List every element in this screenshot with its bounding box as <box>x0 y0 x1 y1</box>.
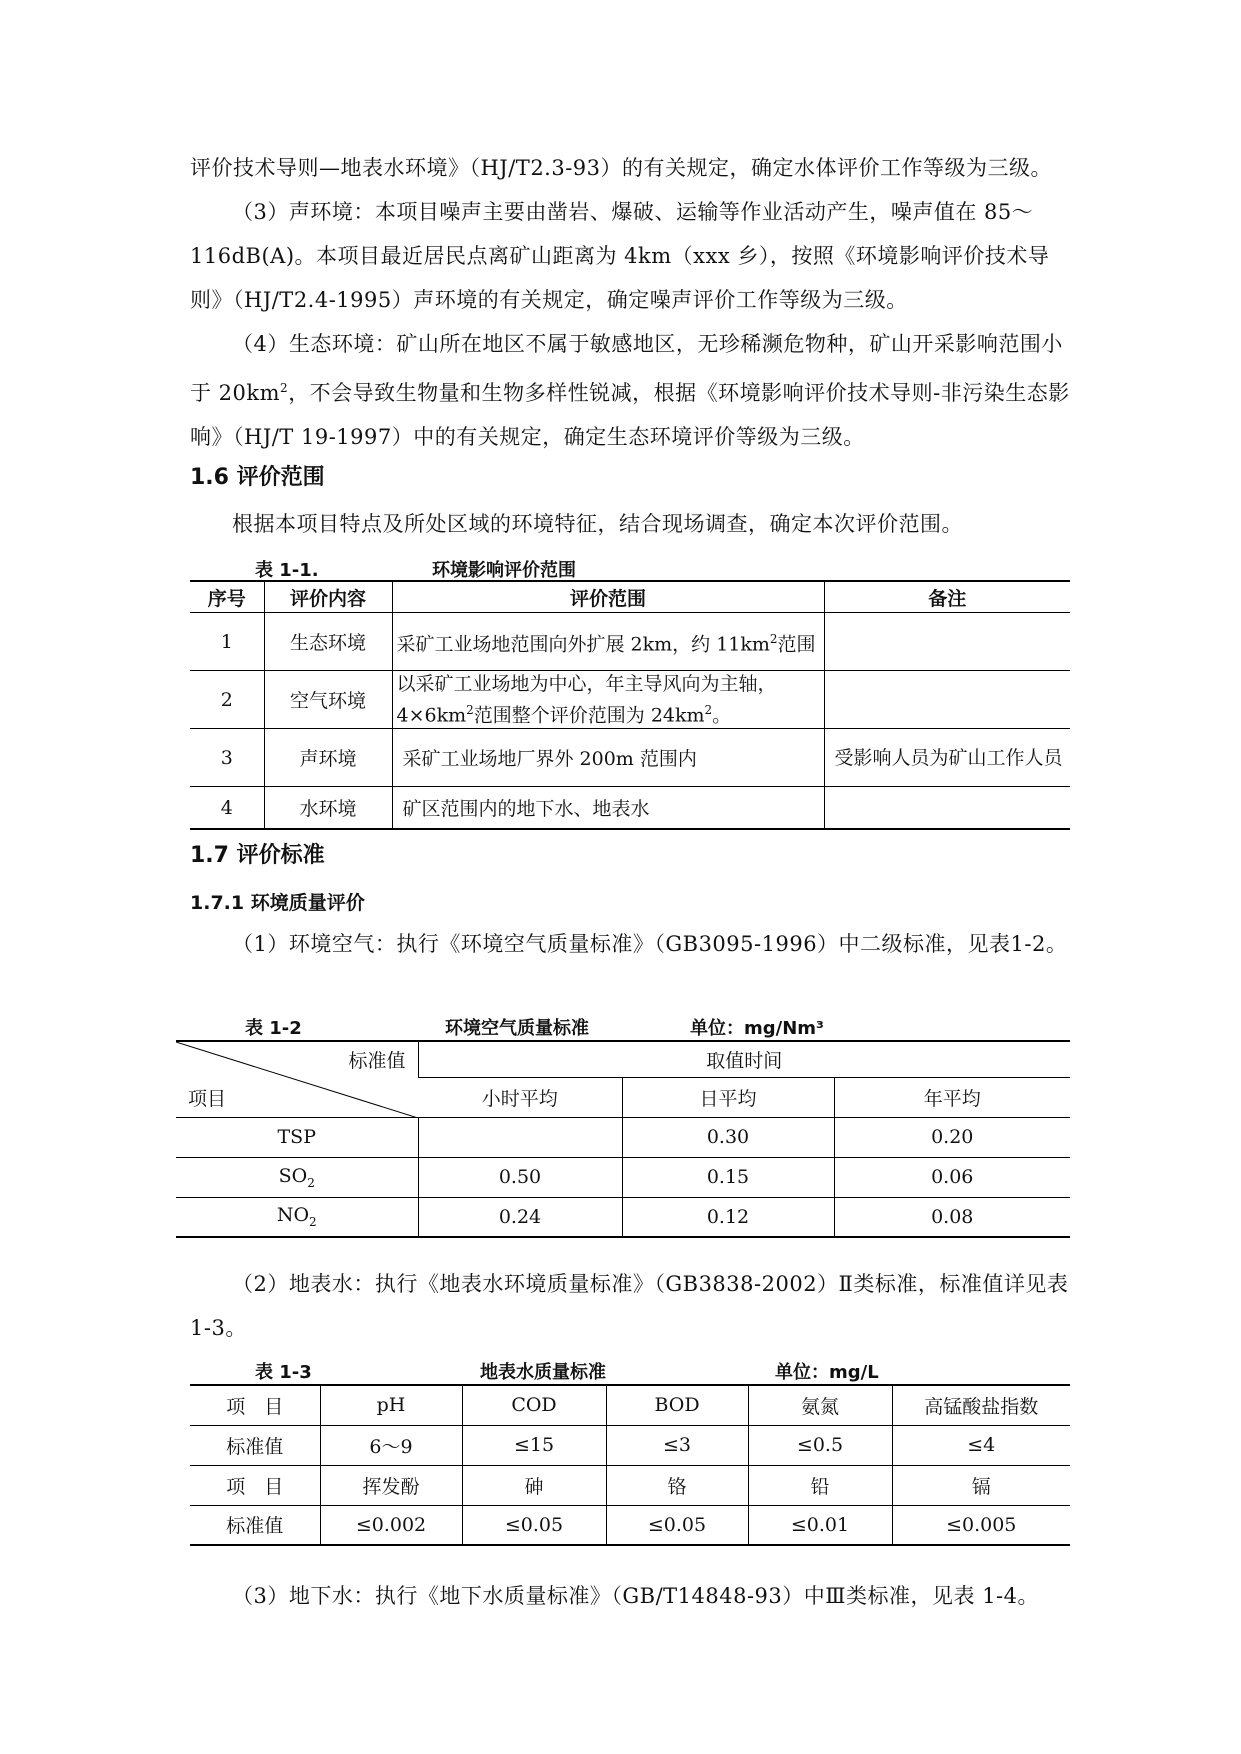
table3-caption-unit: 单位：mg/L <box>775 1362 879 1383</box>
table3-cell: 6～9 <box>320 1425 462 1465</box>
table3-cell: 项 目 <box>190 1385 320 1425</box>
table1-cell-note <box>824 671 1070 729</box>
table1-cell-content: 空气环境 <box>264 671 392 729</box>
table-row <box>176 1157 1070 1197</box>
table2-col-header: 年平均 <box>834 1077 1070 1117</box>
table3-caption-number: 表 1-3 <box>255 1362 312 1383</box>
table-row <box>190 1425 1070 1465</box>
table3-caption-title: 地表水质量标准 <box>480 1362 606 1383</box>
table2-diag-bottom: 项目 <box>188 1087 227 1110</box>
table2-item-text: SO <box>278 1164 308 1187</box>
table3-cell: COD <box>462 1385 606 1425</box>
table2-item <box>176 1197 418 1237</box>
table1-header-no: 序号 <box>190 581 264 613</box>
table1-caption-title: 环境影响评价范围 <box>432 560 576 581</box>
table3-cell: ≤0.01 <box>748 1505 892 1545</box>
table2-diag-top: 标准值 <box>348 1050 406 1072</box>
table3-cell: ≤4 <box>892 1425 1070 1465</box>
table1-range-text: 采矿工业场地范围向外扩展 2km，约 11km <box>396 633 770 656</box>
heading-1-6: 1.6 评价范围 <box>190 465 325 490</box>
table-row <box>190 1465 1070 1505</box>
paragraph-water-level: 评价技术导则—地表水环境》（HJ/T2.3-93）的有关规定，确定水体评价工作等级为三级。 <box>190 156 1053 180</box>
table3-cell: 氨氮 <box>748 1385 892 1425</box>
table3-cell: 铅 <box>748 1465 892 1505</box>
table3-cell: pH <box>320 1385 462 1425</box>
table1-header-content: 评价内容 <box>264 581 392 613</box>
table1-cell-range <box>392 671 824 729</box>
table3-cell: 挥发酚 <box>320 1465 462 1505</box>
table1-cell-note <box>824 787 1070 829</box>
table2-value: 0.12 <box>622 1197 834 1237</box>
table3-cell: ≤0.05 <box>462 1505 606 1545</box>
paragraph-ecology-b: ，不会导致生物量和生物多样性锐减，根据《环境影响评价技术导则-非污染生态影响》（HJ/T 19-1997）中的有关规定，确定生态环境评价等级为三级。 <box>190 381 1070 449</box>
table1-cell-range: 采矿工业场地厂界外 200m 范围内 <box>392 729 824 787</box>
paragraph-scope: 根据本项目特点及所处区域的环境特征，结合现场调查，确定本次评价范围。 <box>232 512 963 536</box>
table2-value: 0.20 <box>834 1117 1070 1157</box>
table3-cell: BOD <box>606 1385 748 1425</box>
table3-cell: 标准值 <box>190 1425 320 1465</box>
table-air-quality <box>176 1040 1070 1238</box>
paragraph-surface-water: （2）地表水：执行《地表水环境质量标准》（GB3838-2002）Ⅱ类标准，标准值详见表 1-3。 <box>190 1272 1069 1340</box>
table2-caption-unit: 单位：mg/Nm³ <box>690 1018 824 1039</box>
table1-range-text: 范围 <box>777 633 816 656</box>
table3-cell: 砷 <box>462 1465 606 1505</box>
table2-item <box>176 1117 418 1157</box>
heading-1-7-1: 1.7.1 环境质量评价 <box>190 892 365 914</box>
table2-col-header: 日平均 <box>622 1077 834 1117</box>
table-row <box>190 1385 1070 1425</box>
table-row <box>190 1505 1070 1545</box>
table1-cell-range: 矿区范围内的地下水、地表水 <box>392 787 824 829</box>
table3-cell: ≤0.05 <box>606 1505 748 1545</box>
paragraph-ecology <box>190 322 1070 459</box>
table2-value: 0.30 <box>622 1117 834 1157</box>
table2-item <box>176 1157 418 1197</box>
table1-cell-range <box>392 613 824 671</box>
table3-cell: ≤0.005 <box>892 1505 1070 1545</box>
table2-value: 0.24 <box>418 1197 622 1237</box>
table1-range-text: 。 <box>712 704 732 727</box>
table1-header-note: 备注 <box>824 581 1070 613</box>
table2-caption-number: 表 1-2 <box>245 1018 302 1039</box>
table2-col-header: 小时平均 <box>418 1077 622 1117</box>
table2-item-sub: 2 <box>307 1175 315 1190</box>
table1-cell-content: 生态环境 <box>264 613 392 671</box>
table2-value: 0.08 <box>834 1197 1070 1237</box>
table-row <box>176 1041 1070 1077</box>
table1-cell-no: 4 <box>190 787 264 829</box>
table1-range-sup: 2 <box>466 703 474 717</box>
table3-cell: 标准值 <box>190 1505 320 1545</box>
table2-item-text: TSP <box>277 1126 316 1148</box>
table1-cell-no: 3 <box>190 729 264 787</box>
table3-cell: ≤15 <box>462 1425 606 1465</box>
table1-range-sup: 2 <box>769 631 778 646</box>
table-row <box>190 613 1070 671</box>
table1-cell-content: 水环境 <box>264 787 392 829</box>
table1-range-text: 范围整个评价范围为 24km <box>473 704 705 727</box>
table1-cell-note <box>824 613 1070 671</box>
table2-diagonal-header <box>176 1041 418 1117</box>
paragraph-groundwater: （3）地下水：执行《地下水质量标准》（GB/T14848-93）中Ⅲ类标准，见表 1-4。 <box>232 1584 1040 1608</box>
table1-caption-number: 表 1-1. <box>255 560 319 581</box>
table-row <box>190 671 1070 729</box>
table1-cell-content: 声环境 <box>264 729 392 787</box>
paragraph-ecology-a: （4）生态环境：矿山所在地区不属于敏感地区，无珍稀濒危物种，矿山开采影响范围小于 20km <box>190 332 1063 405</box>
table1-cell-no: 2 <box>190 671 264 729</box>
table2-group-header: 取值时间 <box>418 1041 1070 1077</box>
table-surface-water <box>190 1384 1070 1546</box>
table2-caption-title: 环境空气质量标准 <box>445 1018 589 1039</box>
paragraph-ecology-sup: 2 <box>280 381 289 395</box>
table3-cell: ≤0.5 <box>748 1425 892 1465</box>
table3-cell: 项 目 <box>190 1465 320 1505</box>
table2-item-sub: 2 <box>309 1215 317 1230</box>
table1-header-range: 评价范围 <box>392 581 824 613</box>
table1-range-sup: 2 <box>704 703 713 717</box>
table2-value: 0.15 <box>622 1157 834 1197</box>
table1-range-text: 以采矿工业场地为中心，年主导风向为主轴，4×6km <box>396 673 777 727</box>
table-row <box>176 1117 1070 1157</box>
table-row <box>190 787 1070 829</box>
table2-item-text: NO <box>276 1204 310 1227</box>
table3-cell: 高锰酸盐指数 <box>892 1385 1070 1425</box>
table2-value: 0.06 <box>834 1157 1070 1197</box>
table3-cell: 铬 <box>606 1465 748 1505</box>
paragraph-noise: （3）声环境：本项目噪声主要由凿岩、爆破、运输等作业活动产生，噪声值在 85～116dB(A)。本项目最近居民点离矿山距离为 4km（xxx 乡），按照《环境影响评价技术导则》（HJ/T2.4-1995）声环境的有关规定，确定噪声评价工作等级为三级。 <box>190 200 1050 312</box>
table1-cell-no: 1 <box>190 613 264 671</box>
table2-value: 0.50 <box>418 1157 622 1197</box>
table3-cell: ≤0.002 <box>320 1505 462 1545</box>
table-row <box>190 729 1070 787</box>
table2-value <box>418 1117 622 1157</box>
heading-1-7: 1.7 评价标准 <box>190 843 325 868</box>
paragraph-air-standard: （1）环境空气：执行《环境空气质量标准》（GB3095-1996）中二级标准，见表1-2。 <box>232 932 1068 956</box>
table-row <box>176 1197 1070 1237</box>
table3-cell: 镉 <box>892 1465 1070 1505</box>
table1-cell-note: 受影响人员为矿山工作人员 <box>824 729 1070 787</box>
table3-cell: ≤3 <box>606 1425 748 1465</box>
table-evaluation-scope <box>190 580 1070 830</box>
